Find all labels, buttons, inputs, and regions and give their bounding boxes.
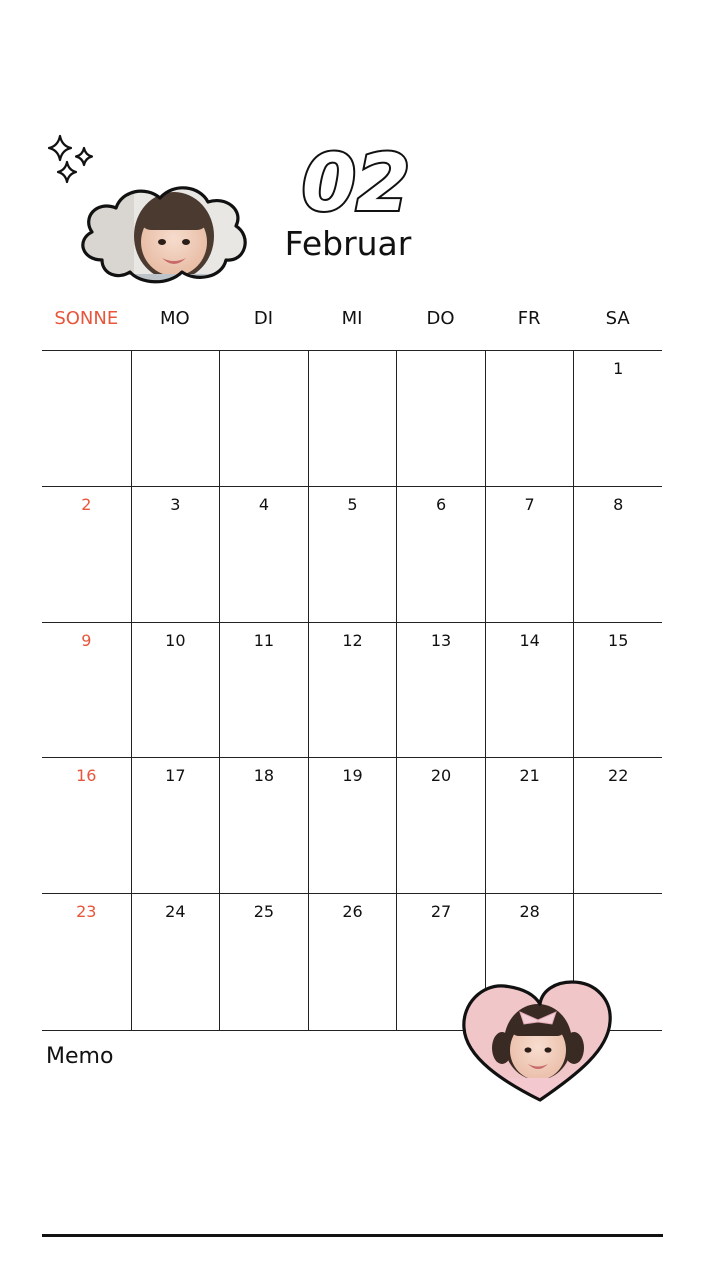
day-number: 10	[165, 630, 186, 650]
calendar-day-cell[interactable]	[131, 487, 220, 623]
calendar-day-cell[interactable]	[219, 758, 308, 894]
day-number: 24	[165, 902, 186, 922]
day-number: 6	[435, 494, 447, 514]
calendar-day-cell[interactable]	[131, 351, 220, 487]
day-number: 5	[347, 494, 358, 514]
calendar-day-cell[interactable]	[485, 487, 574, 623]
day-number: 23	[76, 902, 97, 922]
calendar-day-cell[interactable]	[308, 487, 397, 623]
calendar-grid	[42, 350, 662, 1031]
calendar-day-cell[interactable]	[308, 351, 397, 487]
calendar-day-cell[interactable]	[308, 894, 397, 1030]
weekday-label: MI	[341, 308, 363, 329]
weekday-label: DO	[426, 308, 455, 329]
day-number: 12	[342, 630, 363, 650]
day-number: 20	[430, 766, 452, 786]
day-number: 27	[430, 902, 452, 922]
cloud-photo-frame	[74, 178, 254, 290]
weekday-header-row	[42, 304, 662, 334]
day-number: 22	[608, 766, 629, 786]
memo-divider	[42, 1234, 663, 1237]
calendar-day-cell[interactable]	[42, 487, 131, 623]
weekday-label: MO	[160, 308, 190, 329]
weekday-label: DI	[253, 308, 273, 329]
day-number: 28	[519, 902, 540, 922]
calendar-day-cell[interactable]	[573, 351, 662, 487]
calendar-day-cell[interactable]	[573, 758, 662, 894]
calendar-day-cell[interactable]	[396, 758, 485, 894]
calendar-day-cell[interactable]	[131, 623, 220, 759]
day-number: 4	[258, 494, 270, 514]
day-number: 14	[519, 630, 540, 650]
calendar-day-cell[interactable]	[131, 758, 220, 894]
month-number: 02	[301, 139, 411, 229]
weekday-label: SA	[605, 308, 630, 329]
day-number: 15	[608, 630, 629, 650]
calendar-day-cell[interactable]	[131, 894, 220, 1030]
calendar-day-cell[interactable]	[308, 758, 397, 894]
calendar-day-cell[interactable]	[308, 623, 397, 759]
day-number: 26	[342, 902, 363, 922]
calendar-day-cell[interactable]	[485, 623, 574, 759]
day-number: 16	[76, 766, 97, 786]
day-number: 9	[81, 630, 92, 650]
heart-photo-frame	[460, 978, 616, 1104]
day-number: 19	[342, 766, 363, 786]
weekday-label: SONNE	[54, 308, 119, 329]
memo-label: Memo	[46, 1044, 114, 1069]
calendar-day-cell[interactable]	[485, 351, 574, 487]
day-number: 21	[519, 766, 540, 786]
calendar-day-cell[interactable]	[42, 894, 131, 1030]
month-name: Februar	[284, 224, 412, 263]
calendar-day-cell[interactable]	[573, 623, 662, 759]
weekday-label: FR	[517, 308, 541, 329]
day-number: 18	[253, 766, 275, 786]
calendar-day-cell[interactable]	[219, 623, 308, 759]
calendar-day-cell[interactable]	[396, 351, 485, 487]
calendar-day-cell[interactable]	[396, 623, 485, 759]
day-number: 11	[253, 630, 275, 650]
day-number: 3	[170, 494, 181, 514]
day-number: 13	[430, 630, 452, 650]
calendar-day-cell[interactable]	[42, 623, 131, 759]
calendar-day-cell[interactable]	[219, 351, 308, 487]
calendar-day-cell[interactable]	[573, 487, 662, 623]
calendar-day-cell[interactable]	[42, 351, 131, 487]
day-number: 7	[524, 494, 535, 514]
calendar-day-cell[interactable]	[219, 487, 308, 623]
day-number: 25	[253, 902, 275, 922]
day-number: 2	[81, 494, 92, 514]
day-number: 8	[613, 494, 624, 514]
calendar-day-cell[interactable]	[219, 894, 308, 1030]
calendar-day-cell[interactable]	[42, 758, 131, 894]
calendar-day-cell[interactable]	[485, 758, 574, 894]
day-number: 17	[165, 766, 186, 786]
day-number: 1	[613, 359, 624, 378]
calendar-day-cell[interactable]	[396, 487, 485, 623]
